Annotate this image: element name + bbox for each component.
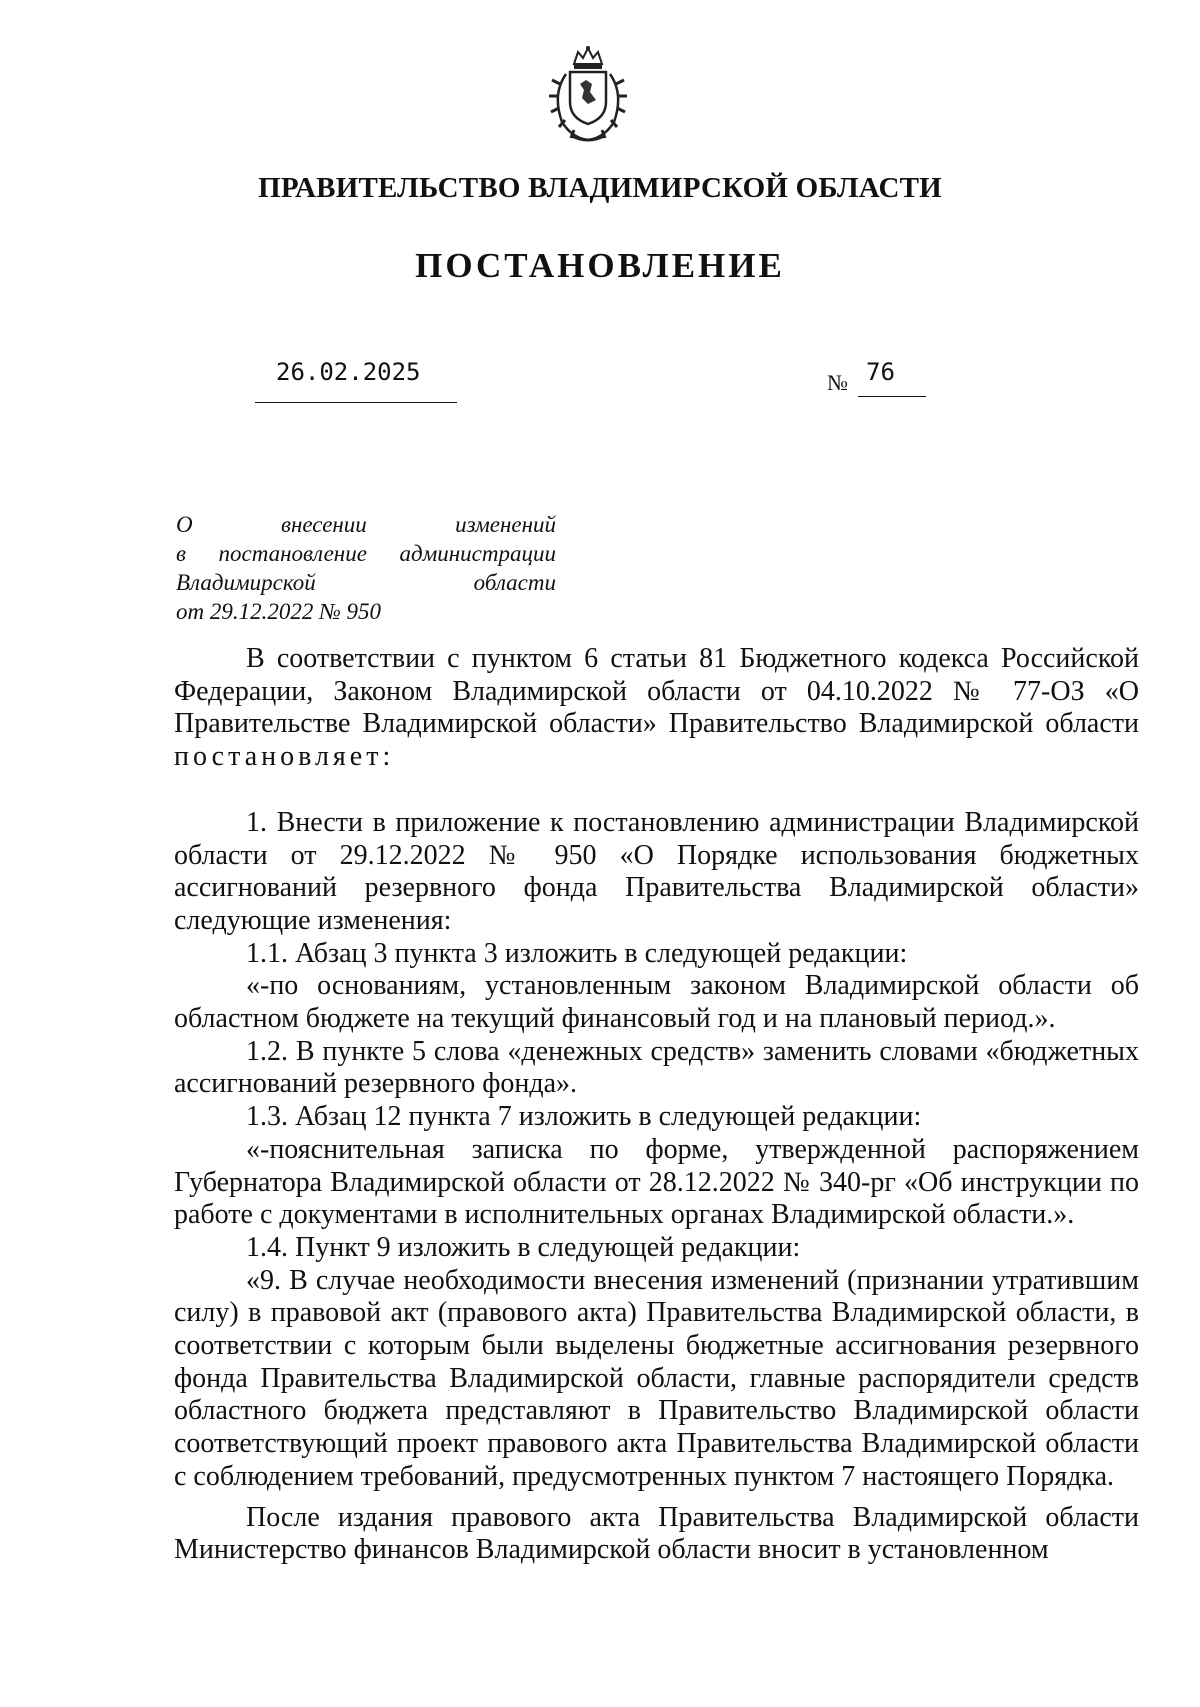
organization-title: ПРАВИТЕЛЬСТВО ВЛАДИМИРСКОЙ ОБЛАСТИ bbox=[258, 172, 942, 204]
paragraph-1: 1. Внести в приложение к постановлению администрации Владимирской области от 29.12.2022 № 950 «О Порядке использования бюджетных ассигнований резервного фонда Правительства Владимирской области» следующие изменения: bbox=[174, 806, 1139, 936]
subject-line: в постановление администрации bbox=[176, 541, 556, 566]
paragraph-1-1-text: «-по основаниям, установленным законом Владимирской области об областном бюджете на текущий финансовый год и на плановый период.». bbox=[174, 970, 1139, 1035]
preamble-text: В соответствии с пунктом 6 статьи 81 Бюджетного кодекса Российской Федерации, Законом Владимирской области от 04.10.2022 № 77-ОЗ «О Правительстве Владимирской области» Правительство Владимирской области bbox=[174, 643, 1139, 740]
paragraph-1-3-text: «-пояснительная записка по форме, утвержденной распоряжением Губернатора Владимирской области от 28.12.2022 № 340-рг «Об инструкции по работе с документами в исполнительных органах Владимирской области.». bbox=[174, 1133, 1139, 1231]
number-sign: № bbox=[827, 370, 848, 395]
paragraph-1-4: 1.4. Пункт 9 изложить в следующей редакции: bbox=[246, 1231, 801, 1263]
date-underline bbox=[255, 402, 457, 403]
document-type-title: ПОСТАНОВЛЕНИЕ bbox=[415, 246, 785, 285]
subject-line: от 29.12.2022 № 950 bbox=[176, 599, 382, 624]
paragraph-1-1: 1.1. Абзац 3 пункта 3 изложить в следующей редакции: bbox=[246, 937, 908, 969]
preamble-paragraph bbox=[174, 643, 1139, 774]
document-body bbox=[174, 643, 1139, 1567]
preamble-verb: постановляет: bbox=[174, 741, 395, 773]
document-subject bbox=[176, 510, 556, 626]
paragraph-after: После издания правового акта Правительства Владимирской области Министерство финансов Владимирской области вносит в установленном bbox=[174, 1501, 1139, 1566]
paragraph-1-3: 1.3. Абзац 12 пункта 7 изложить в следующей редакции: bbox=[246, 1101, 922, 1133]
paragraph-1-4-text: «9. В случае необходимости внесения изменений (признании утратившим силу) в правовой акт (правового акта) Правительства Владимирской области, в соответствии с которым были выделены бюджетные ассигнования резервного фонда Правительства Владимирской области, главные распорядители средств областного бюджета представляют в Правительство Владимирской области соответствующий проект правового акта Правительства Владимирской области с соблюдением требований, предусмотренных пунктом 7 настоящего Порядка. bbox=[174, 1264, 1139, 1492]
document-date: 26.02.2025 bbox=[276, 358, 421, 386]
coat-of-arms-icon bbox=[538, 44, 638, 146]
paragraph-1-2: 1.2. В пункте 5 слова «денежных средств» заменить словами «бюджетных ассигнований резервного фонда». bbox=[174, 1035, 1139, 1100]
document-number: 76 bbox=[866, 358, 895, 386]
subject-line: О внесении изменений bbox=[176, 512, 556, 537]
number-underline bbox=[858, 396, 926, 397]
subject-line: Владимирской области bbox=[176, 570, 556, 595]
